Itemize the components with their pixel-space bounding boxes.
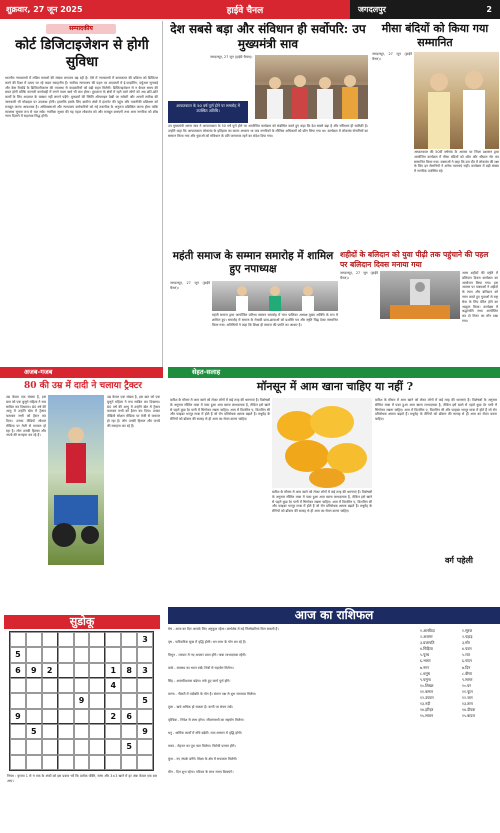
puzzle-clue: ११.कमल [420,688,433,694]
sudoku-cell[interactable] [42,647,58,662]
city-name: जगदलपुर [358,5,386,14]
sudoku-cell[interactable] [10,693,26,708]
crowd-photo-icon [255,55,368,119]
sudoku-cell[interactable] [42,693,58,708]
story1-photo [255,55,368,119]
puzzle-clue: ५.पूरब [420,652,430,658]
sudoku-cell[interactable] [105,632,121,647]
sudoku-cell[interactable] [26,693,42,708]
sudoku-cell[interactable] [89,724,105,739]
editorial-headline: कोर्ट डिजिटाइजेशन से होगी सुविधा [15,37,149,70]
story3-dateline: जगदलपुर, 27 जून (हाईवे चैनल)। [170,281,210,290]
story1-dateline: जगदलपुर, 27 जून (हाईवे चैनल)। [210,55,253,59]
sudoku-cell[interactable] [42,709,58,724]
sudoku-cell[interactable] [26,647,42,662]
health-headline: मॉनसून में आम खाना चाहिए या नहीं ? [256,380,414,393]
story1-caption: आपातकाल के 50 वर्ष पूर्ण होने पर समारोह में उपस्थित अतिथि। [168,101,248,123]
puzzle-clue: ७.दिन [462,664,471,670]
sudoku-cell[interactable] [26,678,42,693]
sudoku-cell[interactable]: 3 [137,663,153,678]
sudoku-cell[interactable] [137,678,153,693]
paper-name: हाईवे चैनल [226,6,264,16]
sudoku-cell[interactable] [42,739,58,754]
sudoku-cell[interactable] [74,709,90,724]
sudoku-cell[interactable] [58,632,74,647]
rashi-title: आज का राशिफल [168,607,500,624]
sudoku-cell[interactable] [105,755,121,770]
sudoku-cell[interactable] [74,678,90,693]
sudoku-cell[interactable] [26,709,42,724]
story2-headline: मीसा बंदियों को किया गया सम्मानित [381,22,489,49]
puzzle-clue: ८.धनुष [420,670,430,676]
rashi-item: वृष - पारिवारिक सुख में वृद्धि होगी। धन लाभ के योग बन रहे हैं। [168,640,247,644]
sudoku-cell[interactable] [10,632,26,647]
sudoku-cell[interactable] [121,678,137,693]
puzzle-clue: ९.यमुना [420,676,431,682]
puzzle-clue: १.सूरज [462,628,473,633]
sudoku-cell[interactable] [121,632,137,647]
story1-headline: देश सबसे बड़ा और संविधान ही सर्वोपरि: उप मुख्यमंत्री साव [170,22,366,51]
rashi-item: मीन - दिन शुभ रहेगा। परिवार के साथ समय बिताएंगे। [168,770,234,774]
ajab-headline: 80 की उम्र में दादी ने चलाया ट्रैक्टर [24,381,142,391]
puzzle-clue: ४.चिड़िया [420,646,433,652]
puzzle-clue: ५.रात [462,652,470,658]
sudoku-cell[interactable] [137,739,153,754]
sudoku-cell[interactable] [89,693,105,708]
sudoku-cell[interactable] [74,663,90,678]
sudoku-cell[interactable] [89,663,105,678]
rashi-item: वृश्चिक - निवेश से लाभ होगा। जीवनसाथी का सहयोग मिलेगा। [168,718,245,722]
story3-body: महंती समाज द्वारा आयोजित प्रतिभा सम्मान समारोह में नगर पालिका अध्यक्ष मुख्य अतिथि के रूप में शामिल हुए। समारोह में समाज के मेधावी छात्र-छात्राओं को प्रशस्ति पत्र और स्मृति चिह्न देकर सम्मानित किया गया। अतिथियों ने कहा कि शिक्षा ही समाज की प्रगति का आधार है। [212,313,338,327]
sudoku-cell[interactable] [105,647,121,662]
puzzle-clue: १५.बादल [462,713,475,719]
sudoku-cell[interactable] [58,724,74,739]
sudoku-cell[interactable] [121,755,137,770]
puzzle-clue: १.अलविदा [420,628,435,633]
sudoku-cell[interactable]: 1 [105,663,121,678]
puzzle-clue: १०.घर [462,682,471,688]
sudoku-cell[interactable]: 5 [121,739,137,754]
sudoku-cell[interactable] [105,739,121,754]
health-label: सेहत-सलाह [168,367,500,378]
sudoku-cell[interactable] [42,632,58,647]
ajab-label: अजब-गजब [0,367,163,378]
sudoku-cell[interactable] [10,724,26,739]
sudoku-cell[interactable]: 3 [137,632,153,647]
sudoku-cell[interactable]: 2 [105,709,121,724]
sudoku-cell[interactable] [121,693,137,708]
editorial-label: सम्पादकीय [46,24,116,34]
puzzle-clue: २.पहाड़ [462,634,473,640]
sudoku-cell[interactable] [137,709,153,724]
mango-icon [272,398,372,488]
sudoku-cell[interactable] [89,632,105,647]
rashi-item: सिंह - आत्मविश्वास बढ़ेगा। रुके हुए कार्य पूर्ण होंगे। [168,679,231,683]
sudoku-cell[interactable] [58,755,74,770]
tractor-photo-icon [48,395,104,565]
puzzle-clue: ९.सागर [462,676,473,682]
sudoku-cell[interactable]: 9 [137,724,153,739]
puzzle-list-left [420,628,458,719]
story2-photo [414,52,499,149]
sudoku-cell[interactable]: 9 [10,709,26,724]
sudoku-cell[interactable] [89,678,105,693]
puzzle-clue: ४.पवन [462,646,472,652]
puzzle-clue: ८.वीणा [462,670,473,676]
puzzle-clue: ७.नगर [420,664,429,670]
sudoku-cell[interactable]: 5 [137,693,153,708]
rashi-item: कुंभ - नए संपर्क बनेंगे। शिक्षा के क्षेत्र में सफलता मिलेगी। [168,757,238,761]
sudoku-cell[interactable] [74,755,90,770]
ajab-body: उम्र केवल एक संख्या है, इस बात को एक बुजुर्ग महिला ने सच साबित कर दिखाया। 80 वर्ष की आयु में उन्होंने खेत में ट्रैक्टर चलाकर सभी को हैरान कर दिया। उनका वीडियो सोशल मीडिया पर तेजी से वायरल हो रहा है। लोग उनकी हिम्मत और जज्बे की सराहना कर रहे हैं। [6,395,46,438]
sudoku-cell[interactable] [137,647,153,662]
sudoku-cell[interactable] [10,739,26,754]
sudoku-cell[interactable] [74,632,90,647]
rashi-item: कन्या - नौकरी में पदोन्नति के योग हैं। संतान पक्ष से शुभ समाचार मिलेगा। [168,692,257,696]
puzzle-clue: १५.सावन [420,713,433,719]
sudoku-cell[interactable] [89,647,105,662]
puzzle-clue: १४.हरिहर [420,707,434,713]
sudoku-cell[interactable] [42,724,58,739]
sudoku-cell[interactable] [42,678,58,693]
sudoku-cell[interactable] [121,724,137,739]
story4-photo [380,271,460,319]
sudoku-cell[interactable]: 8 [121,663,137,678]
story1-body: उप मुख्यमंत्री अरुण साव ने आपातकाल के 50 वर्ष पूर्ण होने पर आयोजित कार्यक्रम को संबोधित करते हुए कहा कि देश सबसे बड़ा है और संविधान ही सर्वोपरि है। उन्होंने कहा कि आपातकाल लोकतंत्र के इतिहास का काला अध्याय था जब नागरिकों के मौलिक अधिकारों को छीन लिया गया था। कार्यक्रम में लोकतंत्र सेनानियों का सम्मान किया गया और युवाओं को संविधान के प्रति जागरूक रहने का संदेश दिया गया। [168,124,368,138]
story4-headline: शहीदों के बलिदान को युवा पीढ़ी तक पहुंचाने की पहल पर बलिदान दिवस मनाया गया [340,250,489,269]
puzzle-clue: २.अजगर [420,634,433,640]
puzzle-clue: १४.दीपक [462,707,476,713]
puzzle-clue: १३.तारा [462,701,473,707]
editorial-body: भारतीय न्यायालयों में लंबित मामलों की संख्या लगातार बढ़ रही है। ऐसे में न्यायालयों में कामकाज की प्रक्रिया को डिजिटल करने की दिशा में उठाए जा रहे कदम सराहनीय हैं। सर्वोच्च न्यायालय की पहल पर अदालतों में ई-फाइलिंग, वर्चुअल सुनवाई और केस रिकॉर्ड के डिजिटलीकरण की व्यवस्था से वादकारियों को बड़ी राहत मिलेगी। डिजिटाइजेशन से न केवल समय की बचत होगी बल्कि कागजी कार्यवाही में लगने वाला खर्च भी कम होगा। दूरदराज के क्षेत्रों में रहने वाले लोगों को अब छोटे-छोटे कार्यों के लिए अदालत के चक्कर नहीं लगाने पड़ेंगे। मुकदमों की स्थिति ऑनलाइन देखी जा सकेगी और अगली तारीख की जानकारी भी मोबाइल पर उपलब्ध होगी। हालांकि इसके लिए ग्रामीण क्षेत्रों में इंटरनेट की पहुंच और तकनीकी प्रशिक्षण को मजबूत करना आवश्यक है। अधिवक्ताओं और न्यायालय कर्मचारियों को नई तकनीक के अनुरूप प्रशिक्षित करना होगा ताकि व्यवस्था सुचारु रूप से चल सके। न्यायिक सुधार की यह पहल लोकतंत्र को और मजबूत बनाएगी तथा आम नागरिक को शीघ्र न्याय दिलाने में सहायक सिद्ध होगी। [5,76,158,119]
sudoku-cell[interactable] [137,755,153,770]
sudoku-cell[interactable] [26,739,42,754]
felicitation-photo-icon [414,52,499,149]
story2-dateline: जगदलपुर, 27 जून (हाईवे चैनल)। [372,52,412,61]
rashi-item: तुला - खर्च अधिक हो सकता है। वाणी पर संयम रखें। [168,705,233,709]
sudoku-cell[interactable]: 9 [74,693,90,708]
rashi-item: मिथुन - व्यापार में नए अवसर प्राप्त होंगे। यात्रा लाभदायक रहेगी। [168,653,247,657]
puzzle-clue: १२.जल [462,695,473,701]
sudoku-cell[interactable]: 2 [42,663,58,678]
sudoku-cell[interactable] [58,709,74,724]
sudoku-cell[interactable]: 6 [10,663,26,678]
sudoku-cell[interactable] [26,755,42,770]
story4-dateline: जगदलपुर, 27 जून (हाईवे चैनल)। [340,271,378,280]
sudoku-cell[interactable] [42,755,58,770]
sudoku-cell[interactable] [121,647,137,662]
sudoku-cell[interactable] [10,755,26,770]
mango-photo [272,398,372,488]
sudoku-cell[interactable] [26,632,42,647]
story3-photo [212,281,338,311]
puzzle-clue: ६.चंदन [462,658,472,664]
ajab-photo [48,395,104,565]
story4-body: अमर शहीदों की स्मृति में बलिदान दिवस कार्यक्रम का आयोजन किया गया। इस अवसर पर वक्ताओं ने शहीदों के त्याग और बलिदान को नमन करते हुए युवाओं से राष्ट्र सेवा के लिए प्रेरित होने का आह्वान किया। कार्यक्रम में श्रद्धांजलि सभा आयोजित कर दो मिनट का मौन रखा गया। [462,271,498,323]
sudoku-cell[interactable] [89,739,105,754]
tribute-photo-icon [380,271,460,319]
sudoku-cell[interactable]: 4 [105,678,121,693]
puzzle-clue: १२.उपवन [420,695,434,701]
puzzle-clue: ६.भारत [420,658,431,664]
sudoku-grid[interactable] [9,631,154,771]
sudoku-cell[interactable]: 5 [26,724,42,739]
page-number: 2 [486,5,492,14]
ajab-body-continued: उम्र केवल एक संख्या है, इस बात को एक बुजुर्ग महिला ने सच साबित कर दिखाया। 80 वर्ष की आयु में उन्होंने खेत में ट्रैक्टर चलाकर सभी को हैरान कर दिया। उनका वीडियो सोशल मीडिया पर तेजी से वायरल हो रहा है। लोग उनकी हिम्मत और जज्बे की सराहना कर रहे हैं। [107,395,160,428]
sudoku-cell[interactable] [58,663,74,678]
puzzle-clue: १३.नदी [420,701,431,707]
health-body-middle: बारिश के मौसम में आम खाने को लेकर लोगों में कई तरह की धारणाएं हैं। विशेषज्ञों के अनुसार सीमित मात्रा में पका हुआ आम खाना लाभदायक है, लेकिन इसे खाने से पहले कुछ देर पानी में भिगोकर रखना चाहिए। आम में विटामिन ए, विटामिन सी और फाइबर भरपूर मात्रा में होते हैं जो रोग प्रतिरोधक क्षमता बढ़ाते हैं। मधुमेह के रोगियों को डॉक्टर की सलाह से ही आम का सेवन करना चाहिए। [272,490,372,514]
puzzle-clue: ३.प्रजापति [420,640,435,646]
ceremony-photo-icon [212,281,338,311]
editorial-section [0,21,163,367]
sudoku-cell[interactable] [10,678,26,693]
puzzle-clue: १०.शिखर [420,682,434,688]
sudoku-cell[interactable] [58,678,74,693]
sudoku-cell[interactable] [74,724,90,739]
puzzle-clue: ३.मोर [462,640,470,646]
health-body: बारिश के मौसम में आम खाने को लेकर लोगों में कई तरह की धारणाएं हैं। विशेषज्ञों के अनुसार सीमित मात्रा में पका हुआ आम खाना लाभदायक है, लेकिन इसे खाने से पहले कुछ देर पानी में भिगोकर रखना चाहिए। आम में विटामिन ए, विटामिन सी और फाइबर भरपूर मात्रा में होते हैं जो रोग प्रतिरोधक क्षमता बढ़ाते हैं। मधुमेह के रोगियों को डॉक्टर की सलाह से ही आम का सेवन करना चाहिए। [170,398,270,422]
sudoku-cell[interactable] [58,739,74,754]
sudoku-cell[interactable]: 6 [121,709,137,724]
sudoku-title: सुडोकू [4,615,160,629]
sudoku-cell[interactable] [58,693,74,708]
story3-headline: महंती समाज के सम्मान समारोह में शामिल हुए नपाध्यक्ष [172,250,334,275]
puzzle-list-right [462,628,500,719]
issue-date: शुक्रवार, 27 जून 2025 [6,5,83,14]
sudoku-cell[interactable] [89,709,105,724]
rashi-item: कर्क - स्वास्थ्य का ध्यान रखें। मित्रों से सहयोग मिलेगा। [168,666,234,670]
sudoku-cell[interactable] [58,647,74,662]
city-strip [350,0,500,19]
rashi-item: धनु - धार्मिक कार्यों में रुचि बढ़ेगी। मान-सम्मान में वृद्धि होगी। [168,731,243,735]
sudoku-section [4,615,160,795]
rashi-item: मकर - मेहनत का पूरा फल मिलेगा। विरोधी परास्त होंगे। [168,744,236,748]
top-bar [0,0,500,19]
sudoku-cell[interactable]: 9 [26,663,42,678]
sudoku-cell[interactable]: 5 [10,647,26,662]
rashi-item: मेष - आज का दिन आपके लिए अनुकूल रहेगा। कार्यक्षेत्र में नई जिम्मेदारियां मिल सकती हैं। [168,627,279,631]
puzzle-heading: वर्ग पहेली [444,555,474,565]
sudoku-cell[interactable] [74,739,90,754]
puzzle-clue: ११.फूल [462,688,473,694]
health-body-right: बारिश के मौसम में आम खाने को लेकर लोगों में कई तरह की धारणाएं हैं। विशेषज्ञों के अनुसार सीमित मात्रा में पका हुआ आम खाना लाभदायक है, लेकिन इसे खाने से पहले कुछ देर पानी में भिगोकर रखना चाहिए। आम में विटामिन ए, विटामिन सी और फाइबर भरपूर मात्रा में होते हैं जो रोग प्रतिरोधक क्षमता बढ़ाते हैं। मधुमेह के रोगियों को डॉक्टर की सलाह से ही आम का सेवन करना चाहिए। [375,398,497,422]
sudoku-cell[interactable] [105,724,121,739]
sudoku-cell[interactable] [89,755,105,770]
sudoku-rules: नियम : कृपया 1 से 9 तक के अंकों को इस प्रकार भरें कि प्रत्येक पंक्ति, स्तंभ और 3×3 खाने में हर अंक केवल एक बार आए। [7,774,157,783]
sudoku-cell[interactable] [74,647,90,662]
story2-body: आपातकाल की 50वीं वर्षगांठ के अवसर पर जिला प्रशासन द्वारा आयोजित कार्यक्रम में मीसा बंदियों को शॉल और श्रीफल भेंट कर सम्मानित किया गया। वक्ताओं ने कहा कि उस दौर में लोकतंत्र की रक्षा के लिए इन सेनानियों ने अनेक यातनाएं सहीं। कार्यक्रम में बड़ी संख्या में नागरिक उपस्थित रहे। [414,150,499,174]
sudoku-cell[interactable] [105,693,121,708]
